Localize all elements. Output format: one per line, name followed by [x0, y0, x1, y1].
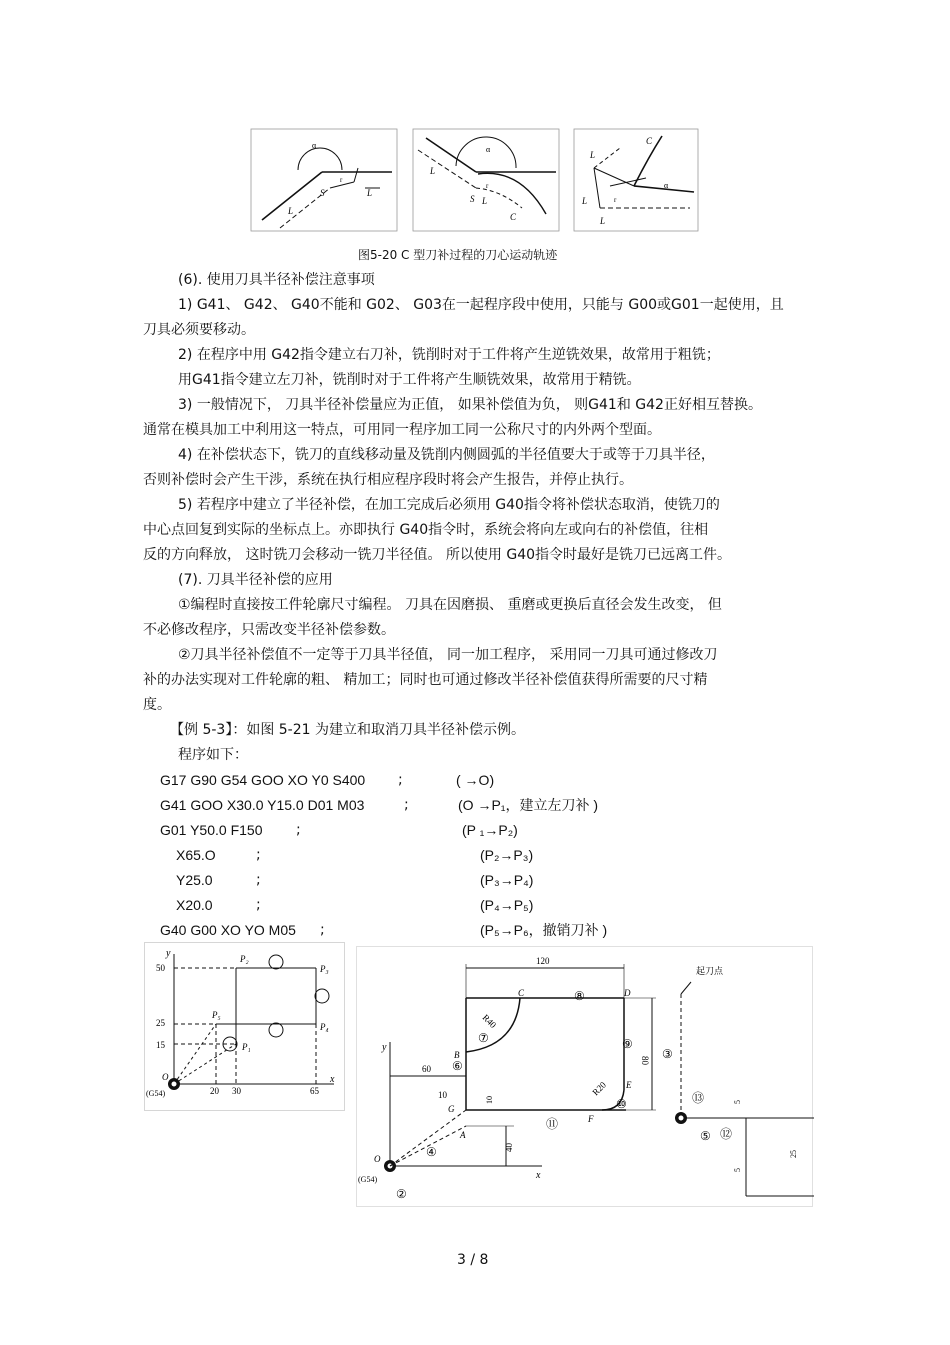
code-sep-4: ; — [256, 847, 261, 863]
section-7-line-2: 不必修改程序，只需改变半径补偿参数。 — [143, 622, 395, 638]
svg-text:α: α — [312, 141, 317, 150]
svg-text:L: L — [367, 188, 373, 198]
svg-text:L: L — [600, 216, 606, 226]
code-line-7: G40 G00 XO YO M05 — [160, 922, 296, 938]
svg-text:α: α — [486, 145, 491, 154]
section-6-line-4: 用G41指令建立左刀补，铣削时对于工件将产生顺铣效果，故常用于精铣。 — [178, 372, 641, 388]
code-comment-7: (P₅→P₆，撤销刀补 ) — [480, 922, 608, 938]
svg-text:40: 40 — [504, 1143, 514, 1152]
svg-text:x: x — [536, 1170, 541, 1181]
svg-text:r: r — [486, 182, 489, 190]
section-7-line-5: 度。 — [143, 697, 171, 713]
svg-text:A: A — [460, 1130, 466, 1140]
code-sep-2: ; — [404, 797, 409, 813]
svg-text:(G54): (G54) — [358, 1175, 378, 1184]
section-6-heading: (6). 使用刀具半径补偿注意事项 — [178, 272, 375, 288]
svg-text:起刀点: 起刀点 — [696, 966, 724, 976]
section-6-line-8: 否则补偿时会产生干涉，系统在执行相应程序段时将会产生报告，并停止执行。 — [143, 472, 633, 488]
svg-text:P₄: P₄ — [320, 1022, 329, 1032]
code-line-6: X20.0 — [176, 897, 213, 913]
svg-text:y: y — [382, 1042, 387, 1053]
svg-text:25: 25 — [789, 1150, 798, 1158]
section-6-line-6: 通常在模具加工中利用这一特点，可用同一程序加工同一公称尺寸的内外两个型面。 — [143, 422, 661, 438]
svg-text:S: S — [470, 194, 475, 204]
svg-text:⑬: ⑬ — [692, 1091, 705, 1105]
code-comment-5: (P₃→P₄) — [480, 872, 534, 888]
section-7-heading: (7). 刀具半径补偿的应用 — [178, 572, 333, 588]
svg-text:⑪: ⑪ — [546, 1117, 559, 1131]
code-comment-1: ( →O) — [456, 772, 495, 788]
svg-text:P₁: P₁ — [242, 1042, 251, 1052]
svg-text:60: 60 — [422, 1064, 431, 1074]
svg-text:65: 65 — [310, 1086, 319, 1096]
svg-text:50: 50 — [156, 963, 165, 973]
example-title: 【例 5-3】：如图 5-21 为建立和取消刀具半径补偿示例。 — [170, 722, 525, 738]
section-6-line-2: 刀具必须要移动。 — [143, 322, 255, 338]
svg-text:⑩: ⑩ — [616, 1097, 627, 1111]
page-number: 3 / 8 — [457, 1252, 489, 1268]
svg-text:⑥: ⑥ — [452, 1059, 463, 1073]
code-comment-2: (O →P₁，建立左刀补 ) — [458, 797, 599, 813]
svg-text:(G54): (G54) — [146, 1089, 166, 1098]
section-6-line-7: 4) 在补偿状态下，铣刀的直线移动量及铣削内侧圆弧的半径值要大于或等于刀具半径， — [178, 447, 715, 463]
figure-5-21-right-drawing — [356, 946, 814, 1208]
section-7-line-4: 补的办法实现对工件轮廓的粗、 精加工；同时也可通过修改半径补偿值获得所需要的尺寸精 — [143, 672, 708, 688]
section-7-line-3: ②刀具半径补偿值不一定等于刀具半径值， 同一加工程序， 采用同一刀具可通过修改刀 — [178, 647, 718, 663]
code-sep-5: ; — [256, 872, 261, 888]
figure-5-20-drawing — [250, 128, 700, 232]
svg-text:25: 25 — [156, 1018, 165, 1028]
svg-text:P₃: P₃ — [320, 964, 329, 974]
svg-text:10: 10 — [438, 1090, 447, 1100]
svg-text:R20: R20 — [590, 1079, 609, 1098]
svg-text:5: 5 — [733, 1168, 742, 1172]
figure-5-20 — [250, 128, 700, 232]
svg-text:15: 15 — [156, 1040, 165, 1050]
code-sep-6: ; — [256, 897, 261, 913]
svg-text:C: C — [510, 212, 517, 222]
svg-text:⑨: ⑨ — [622, 1037, 633, 1051]
section-6-line-9: 5) 若程序中建立了半径补偿，在加工完成后必须用 G40指令将补偿状态取消，使铣刀的 — [178, 497, 720, 513]
svg-text:④: ④ — [426, 1145, 437, 1159]
figure-5-20-caption: 图5-20 C 型刀补过程的刀心运动轨迹 — [358, 248, 558, 262]
section-6-line-1: 1) G41、 G42、 G40不能和 G02、 G03在一起程序段中使用，只能与 G00或G01一起使用，且 — [178, 297, 784, 313]
svg-text:C: C — [518, 988, 525, 998]
svg-text:L: L — [482, 196, 488, 206]
section-6-line-11: 反的方向释放， 这时铣刀会移动一铣刀半径值。 所以使用 G40指令时最好是铣刀已远离工件。 — [143, 547, 732, 563]
svg-text:⑤: ⑤ — [700, 1129, 711, 1143]
svg-text:r: r — [340, 176, 343, 184]
figure-5-21-left-drawing — [144, 942, 346, 1112]
svg-text:120: 120 — [536, 956, 550, 966]
svg-text:α: α — [664, 181, 669, 190]
section-6-line-5: 3) 一般情况下， 刀具半径补偿量应为正值， 如果补偿值为负， 则G41和 G42正好相互替换。 — [178, 397, 762, 413]
svg-text:r: r — [614, 196, 617, 204]
svg-text:E: E — [626, 1080, 632, 1090]
svg-text:L: L — [590, 150, 596, 160]
svg-text:O: O — [162, 1072, 169, 1082]
svg-text:③: ③ — [662, 1047, 673, 1061]
svg-text:D: D — [624, 988, 631, 998]
svg-text:O: O — [374, 1154, 381, 1164]
svg-text:L: L — [430, 166, 436, 176]
code-comment-4: (P₂→P₃) — [480, 847, 534, 863]
svg-text:30: 30 — [232, 1086, 241, 1096]
code-line-5: Y25.0 — [176, 872, 213, 888]
code-comment-3: (P ₁→P₂) — [462, 822, 518, 838]
svg-text:②: ② — [396, 1187, 407, 1201]
code-comment-6: (P₄→P₅) — [480, 897, 534, 913]
code-line-4: X65.O — [176, 847, 216, 863]
svg-text:P₅: P₅ — [212, 1010, 221, 1020]
svg-text:F: F — [588, 1114, 594, 1124]
code-line-1: G17 G90 G54 GOO XO Y0 S400 — [160, 772, 366, 788]
svg-text:10: 10 — [485, 1096, 494, 1104]
svg-text:20: 20 — [210, 1086, 219, 1096]
svg-text:L: L — [582, 196, 588, 206]
svg-text:x: x — [330, 1074, 335, 1085]
svg-text:5: 5 — [733, 1100, 742, 1104]
figure-5-21-right — [356, 946, 814, 1208]
svg-text:⑦: ⑦ — [478, 1031, 489, 1045]
example-intro: 程序如下： — [178, 747, 248, 763]
section-6-line-10: 中心点回复到实际的坐标点上。亦即执行 G40指令时，系统会将向左或向右的补偿值，往相 — [143, 522, 709, 538]
svg-text:R40: R40 — [480, 1012, 499, 1031]
svg-text:y: y — [166, 948, 171, 959]
section-7-line-1: ①编程时直接按工件轮廓尺寸编程。 刀具在因磨损、 重磨或更换后直径会发生改变， 但 — [178, 597, 722, 613]
svg-text:G: G — [448, 1104, 455, 1114]
svg-text:80: 80 — [640, 1056, 650, 1065]
svg-text:⑫: ⑫ — [720, 1127, 733, 1141]
section-6-line-3: 2) 在程序中用 G42指令建立右刀补，铣削时对于工件将产生逆铣效果，故常用于粗铣； — [178, 347, 720, 363]
code-sep-7: ; — [320, 922, 325, 938]
code-sep-1: ; — [398, 772, 403, 788]
code-line-2: G41 GOO X30.0 Y15.0 D01 M03 — [160, 797, 365, 813]
svg-text:P₂: P₂ — [240, 954, 249, 964]
svg-text:S: S — [320, 188, 325, 198]
svg-text:⑧: ⑧ — [574, 989, 585, 1003]
figure-5-21-left — [144, 942, 346, 1112]
code-sep-3: ; — [296, 822, 301, 838]
svg-text:C: C — [646, 136, 653, 146]
svg-text:B: B — [454, 1050, 460, 1060]
svg-text:L: L — [288, 206, 294, 216]
code-line-3: G01 Y50.0 F150 — [160, 822, 263, 838]
